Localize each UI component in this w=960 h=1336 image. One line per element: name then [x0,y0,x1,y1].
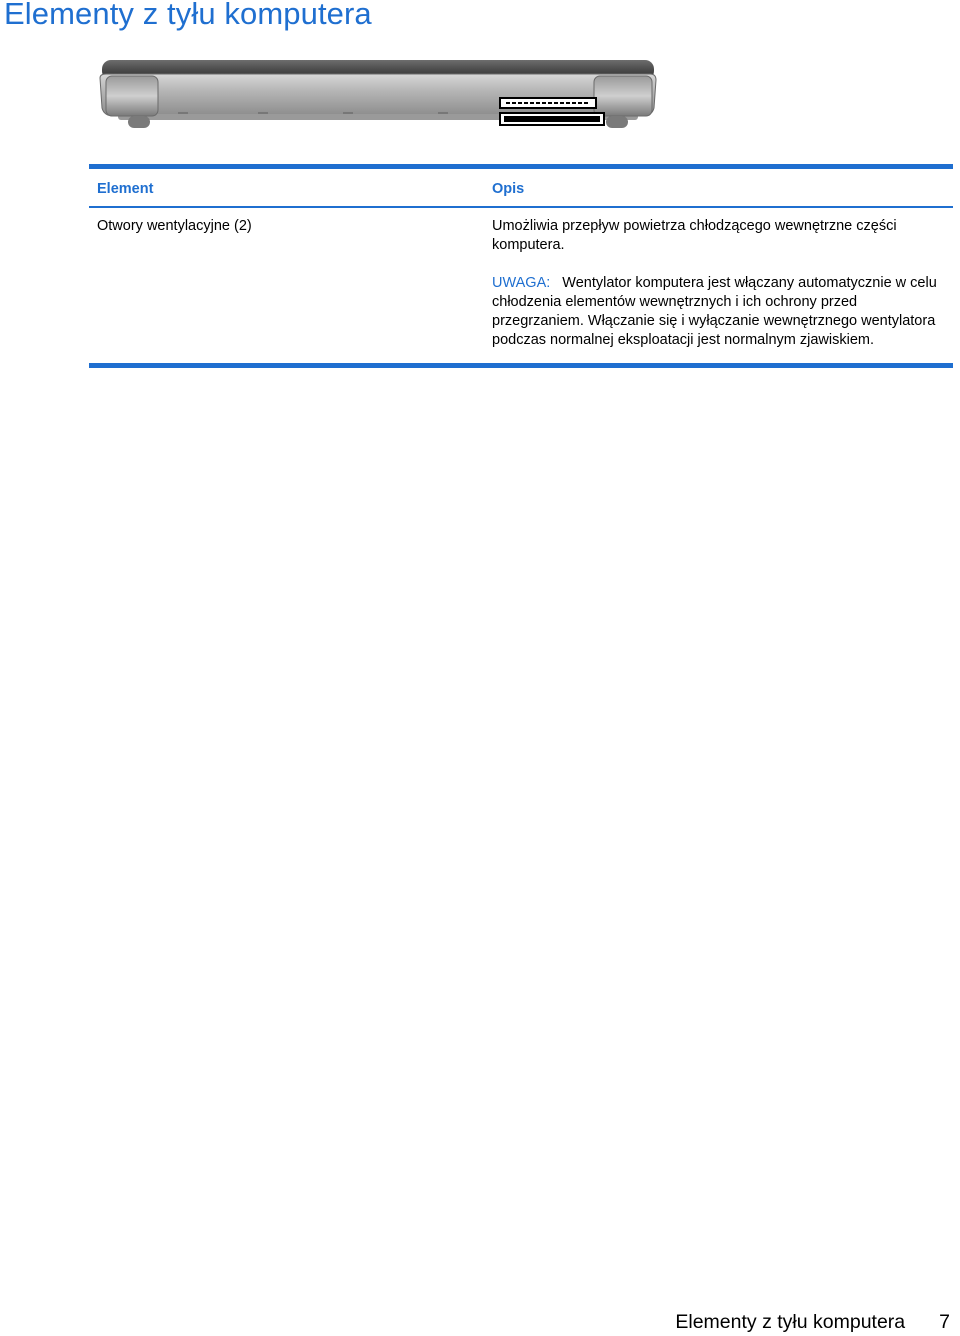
note-text: Wentylator komputera jest włączany automatycznie w celu chłodzenia elementów wewnętrznych i ich ochrony przed przegrzaniem. Włączanie się i wyłączanie wewnętrznego wentylatora podczas normalnej eksploatacji jest normalnym zjawiskiem. [492,274,937,349]
note-label: UWAGA: [492,274,551,291]
components-table [89,164,953,368]
footer-page-number: 7 [939,1311,950,1333]
laptop-rear-view-image [98,58,658,130]
row-element-name: Otwory wentylacyjne (2) [97,218,252,234]
page-title: Elementy z tyłu komputera [4,0,372,31]
table-row [89,208,953,363]
table-header-row [89,169,953,206]
row-description [492,217,953,351]
description-text: Umożliwia przepływ powietrza chłodzącego wewnętrzne części komputera. [492,218,897,254]
header-description: Opis [492,180,525,197]
page-footer [675,1311,950,1334]
note-block [492,274,943,351]
table-bottom-rule [89,363,953,368]
header-element: Element [97,180,154,197]
footer-section-title: Elementy z tyłu komputera [675,1311,906,1333]
